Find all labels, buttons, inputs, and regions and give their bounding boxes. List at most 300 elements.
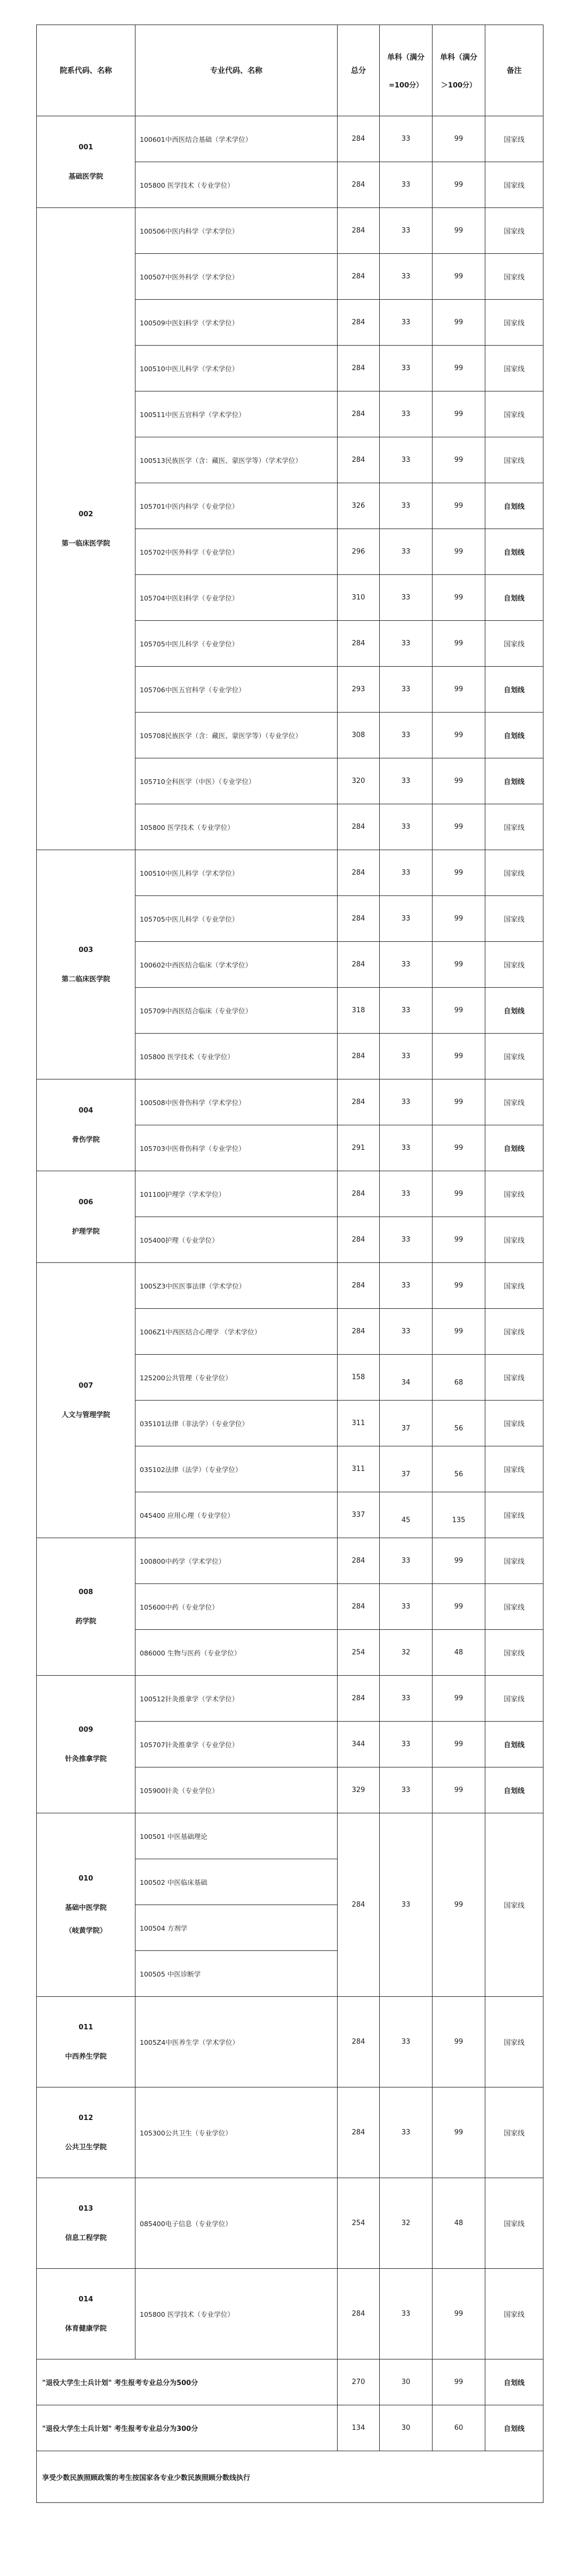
header-single-over-100-line2: ＞100分） (441, 81, 477, 90)
s1-cell (380, 1492, 433, 1538)
s2-value: 99 (454, 1740, 463, 1748)
s2-cell (433, 1630, 485, 1676)
major-cell: 105800 医学技术（专业学位） (135, 2269, 338, 2359)
major-cell: 105702中医外科学（专业学位） (135, 529, 338, 575)
s2-cell (433, 1538, 485, 1584)
s1-value: 33 (401, 961, 411, 969)
college-name: 中西养生学院 (65, 2052, 107, 2061)
s2-cell (433, 1676, 485, 1722)
s2-cell (433, 896, 485, 942)
major-cell: 105300公共卫生（专业学位） (135, 2087, 338, 2178)
major-cell: 045400 应用心理（专业学位） (135, 1492, 338, 1538)
major-cell: 105705中医儿科学（专业学位） (135, 621, 338, 667)
note-cell: 国家线 (485, 1676, 543, 1722)
s1-cell (380, 1263, 433, 1309)
college-cell (37, 850, 135, 1079)
total-cell: 284 (338, 621, 380, 667)
s2-value: 99 (454, 1190, 463, 1198)
s1-cell (380, 437, 433, 483)
s1-cell (380, 1446, 433, 1492)
s2-cell (433, 1355, 485, 1401)
table-row (37, 208, 543, 254)
s2-value: 99 (454, 1327, 463, 1335)
total-cell: 337 (338, 1492, 380, 1538)
s1-value: 33 (401, 777, 411, 785)
total-cell: 284 (338, 437, 380, 483)
s2-cell (433, 1309, 485, 1355)
s1-value: 33 (401, 1236, 411, 1244)
college-code: 003 (78, 946, 93, 954)
total-cell: 320 (338, 758, 380, 804)
major-cell: 105707针灸推拿学（专业学位） (135, 1722, 338, 1767)
note-cell: 国家线 (485, 1538, 543, 1584)
total-cell: 284 (338, 346, 380, 391)
s1-cell (380, 621, 433, 667)
major-cell: 100510中医儿科学（学术学位） (135, 346, 338, 391)
s2-cell (433, 300, 485, 346)
total-cell: 284 (338, 1263, 380, 1309)
table-row (37, 1538, 543, 1584)
major-cell: 105709中西医结合临床（专业学位） (135, 988, 338, 1034)
note-cell: 国家线 (485, 116, 543, 162)
s1-cell (380, 1034, 433, 1079)
s1-value: 33 (401, 639, 411, 647)
header-single-over-100 (433, 25, 485, 116)
note-cell: 国家线 (485, 1355, 543, 1401)
s2-value: 99 (454, 1236, 463, 1244)
score-table-container (36, 25, 540, 2503)
s1-cell (380, 942, 433, 988)
total-cell: 284 (338, 1584, 380, 1630)
table-header-row (37, 25, 543, 116)
s2-value: 99 (454, 1052, 463, 1060)
major-cell: 105800 医学技术（专业学位） (135, 162, 338, 208)
s2-cell (433, 1034, 485, 1079)
s1-value: 33 (401, 1006, 411, 1014)
college-code: 014 (78, 2295, 93, 2303)
s2-cell (433, 713, 485, 758)
s1-value: 37 (401, 1425, 411, 1433)
major-cell: 100511中医五官科学（学术学位） (135, 391, 338, 437)
s2-value: 99 (454, 1098, 463, 1106)
major-cell: 100513民族医学（含：藏医、蒙医学等）（学术学位） (135, 437, 338, 483)
note-cell: 国家线 (485, 1263, 543, 1309)
table-row (37, 2269, 543, 2359)
s1-cell (380, 1171, 433, 1217)
s1-value: 33 (401, 1740, 411, 1748)
s1-cell (380, 1079, 433, 1125)
major-cell: 100510中医儿科学（学术学位） (135, 850, 338, 896)
header-single-100 (380, 25, 433, 116)
s2-value: 99 (454, 1786, 463, 1794)
total-cell: 293 (338, 667, 380, 713)
note-cell: 国家线 (485, 621, 543, 667)
total-cell: 254 (338, 2178, 380, 2269)
s1-value: 33 (401, 2038, 411, 2046)
s1-value: 33 (401, 318, 411, 326)
total-cell: 284 (338, 116, 380, 162)
s2-value: 99 (454, 318, 463, 326)
table-row (37, 1171, 543, 1217)
major-cell: 100602中西医结合临床（学术学位） (135, 942, 338, 988)
college-name: 护理学院 (71, 1227, 100, 1236)
s2-cell (433, 1401, 485, 1446)
s2-cell (433, 162, 485, 208)
note-cell: 国家线 (485, 300, 543, 346)
total-cell: 344 (338, 1722, 380, 1767)
table-row (37, 1676, 543, 1722)
s1-value: 33 (401, 273, 411, 281)
note-cell: 自划线 (485, 1722, 543, 1767)
college-name: 针灸推拿学院 (65, 1755, 107, 1763)
s2-value: 99 (454, 869, 463, 877)
s2-value: 48 (454, 2219, 463, 2227)
s2-cell: 60 (433, 2405, 485, 2451)
note-cell: 自划线 (485, 483, 543, 529)
s1-cell (380, 162, 433, 208)
s1-value: 32 (401, 1649, 411, 1657)
major-cell: 125200公共管理（专业学位） (135, 1355, 338, 1401)
note-cell: 国家线 (485, 208, 543, 254)
s2-value: 99 (454, 2310, 463, 2318)
s2-cell (433, 116, 485, 162)
s1-value: 33 (401, 181, 411, 189)
college-code: 006 (78, 1198, 93, 1206)
s2-cell (433, 804, 485, 850)
s2-cell (433, 2269, 485, 2359)
college-name: 骨伤学院 (71, 1135, 100, 1144)
college-name: 信息工程学院 (65, 2234, 107, 2242)
major-cell: 100509中医妇科学（学术学位） (135, 300, 338, 346)
major-cell: 105708民族医学（含：藏医、蒙医学等）（专业学位） (135, 713, 338, 758)
total-cell: 134 (338, 2405, 380, 2451)
major-cell: 086000 生物与医药（专业学位） (135, 1630, 338, 1676)
college-code: 002 (78, 510, 93, 518)
note-cell: 国家线 (485, 254, 543, 300)
header-single-over-100-line1: 单科（满分 (440, 53, 477, 62)
major-cell: 1006Z1中西医结合心理学 （学术学位） (135, 1309, 338, 1355)
s2-cell (433, 1079, 485, 1125)
s1-value: 33 (401, 869, 411, 877)
s1-cell (380, 804, 433, 850)
major-cell: 105703中医骨伤科学（专业学位） (135, 1125, 338, 1171)
note-cell: 国家线 (485, 1630, 543, 1676)
college-cell (37, 2178, 135, 2269)
college-name: 人文与管理学院 (61, 1411, 110, 1419)
s1-cell: 30 (380, 2359, 433, 2405)
s1-cell (380, 116, 433, 162)
s1-value: 33 (401, 1694, 411, 1702)
s2-value: 99 (454, 548, 463, 556)
note-cell: 国家线 (485, 1997, 543, 2087)
college-cell (37, 1676, 135, 1813)
s2-cell (433, 1997, 485, 2087)
s2-value: 99 (454, 961, 463, 969)
total-cell: 284 (338, 300, 380, 346)
college-code: 011 (78, 2023, 93, 2031)
s2-value: 99 (454, 502, 463, 510)
s2-cell (433, 346, 485, 391)
header-note: 备注 (485, 25, 543, 116)
total-cell: 284 (338, 942, 380, 988)
total-cell: 284 (338, 254, 380, 300)
major-cell: 105600中药（专业学位） (135, 1584, 338, 1630)
s2-value: 99 (454, 273, 463, 281)
major-cell: 105800 医学技术（专业学位） (135, 804, 338, 850)
s2-value: 99 (454, 1603, 463, 1611)
note-cell: 国家线 (485, 850, 543, 896)
total-cell: 318 (338, 988, 380, 1034)
major-cell: 035102法律（法学）（专业学位） (135, 1446, 338, 1492)
total-cell: 284 (338, 2087, 380, 2178)
s1-value: 33 (401, 502, 411, 510)
header-college: 院系代码、名称 (37, 25, 135, 116)
header-single-100-line1: 单科（满分 (387, 53, 425, 62)
table-row (37, 116, 543, 162)
total-cell: 308 (338, 713, 380, 758)
college-cell (37, 1997, 135, 2087)
note-cell: 自划线 (485, 758, 543, 804)
major-cell: 105400护理（专业学位） (135, 1217, 338, 1263)
note-cell: 国家线 (485, 2178, 543, 2269)
total-cell: 284 (338, 1813, 380, 1997)
note-cell: 自划线 (485, 1125, 543, 1171)
s1-cell (380, 1217, 433, 1263)
s1-cell (380, 1767, 433, 1813)
college-cell (37, 2269, 135, 2359)
note-cell: 国家线 (485, 391, 543, 437)
s1-cell (380, 896, 433, 942)
note-cell: 国家线 (485, 1079, 543, 1125)
total-cell: 284 (338, 1676, 380, 1722)
college-code: 013 (78, 2204, 93, 2213)
s1-value: 33 (401, 1052, 411, 1060)
note-cell: 国家线 (485, 1171, 543, 1217)
note-cell: 国家线 (485, 1813, 543, 1997)
s2-value: 135 (452, 1516, 466, 1524)
note-cell: 自划线 (485, 667, 543, 713)
s2-value: 99 (454, 915, 463, 923)
major-cell: 100502 中医临床基础 (135, 1859, 338, 1905)
special-row (37, 2405, 543, 2451)
s2-value: 99 (454, 823, 463, 831)
s1-cell: 33 (380, 1813, 433, 1997)
college-name: 基础中医学院 (65, 1904, 107, 1912)
special-label: "退役大学生士兵计划" 考生报考专业总分为500分 (37, 2359, 338, 2405)
s1-value: 33 (401, 1327, 411, 1335)
s1-value: 33 (401, 685, 411, 693)
s1-cell (380, 758, 433, 804)
total-cell: 284 (338, 896, 380, 942)
total-cell: 311 (338, 1446, 380, 1492)
s2-value: 56 (454, 1425, 463, 1433)
s1-cell (380, 1997, 433, 2087)
college-code: 001 (78, 143, 93, 151)
major-cell: 105705中医儿科学（专业学位） (135, 896, 338, 942)
s1-value: 33 (401, 1786, 411, 1794)
s2-value: 99 (454, 135, 463, 143)
total-cell: 284 (338, 1034, 380, 1079)
total-cell: 284 (338, 1997, 380, 2087)
major-cell: 105704中医妇科学（专业学位） (135, 575, 338, 621)
s2-cell (433, 988, 485, 1034)
s1-value: 45 (401, 1516, 411, 1524)
s1-cell (380, 988, 433, 1034)
s2-cell: 99 (433, 1813, 485, 1997)
s2-value: 68 (454, 1379, 463, 1387)
s2-cell (433, 1492, 485, 1538)
s2-cell (433, 208, 485, 254)
s2-cell (433, 1722, 485, 1767)
s2-cell (433, 1446, 485, 1492)
note-cell: 自划线 (485, 575, 543, 621)
major-cell: 100507中医外科学（学术学位） (135, 254, 338, 300)
table-row (37, 2087, 543, 2178)
college-code: 012 (78, 2114, 93, 2122)
s2-cell (433, 1584, 485, 1630)
total-cell: 284 (338, 804, 380, 850)
total-cell: 329 (338, 1767, 380, 1813)
note-cell: 国家线 (485, 1217, 543, 1263)
s2-cell (433, 437, 485, 483)
s1-cell (380, 575, 433, 621)
s1-cell (380, 300, 433, 346)
note-cell: 国家线 (485, 1492, 543, 1538)
major-cell: 100505 中医诊断学 (135, 1951, 338, 1997)
note-cell: 国家线 (485, 437, 543, 483)
s2-value: 99 (454, 685, 463, 693)
s2-value: 99 (454, 731, 463, 739)
total-cell: 284 (338, 162, 380, 208)
s1-value: 33 (401, 915, 411, 923)
college-name: 体育健康学院 (65, 2324, 107, 2333)
s2-value: 99 (454, 2038, 463, 2046)
header-single-100-line2: =100分） (388, 81, 423, 90)
s1-value: 33 (401, 2129, 411, 2137)
s2-cell (433, 1767, 485, 1813)
college-code: 009 (78, 1725, 93, 1734)
college-code: 007 (78, 1381, 93, 1390)
note-cell: 自划线 (485, 1767, 543, 1813)
s2-cell (433, 391, 485, 437)
s2-value: 99 (454, 1282, 463, 1290)
s2-value: 48 (454, 1649, 463, 1657)
s1-cell (380, 2178, 433, 2269)
s1-value: 33 (401, 2310, 411, 2318)
s1-cell (380, 1309, 433, 1355)
s2-cell (433, 483, 485, 529)
college-name: 基础医学院 (68, 172, 103, 181)
total-cell: 284 (338, 2269, 380, 2359)
major-cell: 105900针灸（专业学位） (135, 1767, 338, 1813)
s2-cell (433, 2178, 485, 2269)
major-cell: 035101法律（非法学）（专业学位） (135, 1401, 338, 1446)
s1-cell (380, 1538, 433, 1584)
s1-value: 33 (401, 410, 411, 418)
s2-cell (433, 621, 485, 667)
s2-cell (433, 575, 485, 621)
college-cell (37, 1263, 135, 1538)
major-cell: 105706中医五官科学（专业学位） (135, 667, 338, 713)
major-cell: 100512针灸推拿学（学术学位） (135, 1676, 338, 1722)
note-cell: 自划线 (485, 529, 543, 575)
s2-cell (433, 1263, 485, 1309)
note-cell: 国家线 (485, 162, 543, 208)
s1-value: 33 (401, 1098, 411, 1106)
major-cell: 105710全科医学（中医）（专业学位） (135, 758, 338, 804)
total-cell: 284 (338, 208, 380, 254)
total-cell: 310 (338, 575, 380, 621)
college-cell (37, 1538, 135, 1676)
s1-cell (380, 1676, 433, 1722)
college-name-sub: （岐黄学院） (65, 1927, 107, 1935)
note-cell: 国家线 (485, 346, 543, 391)
s2-cell: 99 (433, 2359, 485, 2405)
college-code: 004 (78, 1106, 93, 1115)
s2-value: 99 (454, 181, 463, 189)
college-name: 第一临床医学院 (61, 539, 110, 548)
s2-value: 99 (454, 639, 463, 647)
college-name: 第二临床医学院 (61, 975, 110, 983)
s1-cell (380, 713, 433, 758)
note-cell: 国家线 (485, 804, 543, 850)
note-cell: 国家线 (485, 1309, 543, 1355)
s1-value: 33 (401, 1557, 411, 1565)
college-cell (37, 1813, 135, 1997)
note-cell: 国家线 (485, 2269, 543, 2359)
total-cell: 284 (338, 1171, 380, 1217)
note-cell: 国家线 (485, 1584, 543, 1630)
major-cell: 100508中医骨伤科学（学术学位） (135, 1079, 338, 1125)
total-cell: 254 (338, 1630, 380, 1676)
header-major: 专业代码、名称 (135, 25, 338, 116)
s2-value: 99 (454, 1694, 463, 1702)
special-label: "退役大学生士兵计划" 考生报考专业总分为300分 (37, 2405, 338, 2451)
note-cell: 国家线 (485, 2087, 543, 2178)
s1-value: 33 (401, 1190, 411, 1198)
table-row (37, 1079, 543, 1125)
s1-cell (380, 1630, 433, 1676)
s1-cell (380, 391, 433, 437)
s1-cell (380, 2087, 433, 2178)
s1-cell (380, 1125, 433, 1171)
major-cell: 085400电子信息（专业学位） (135, 2178, 338, 2269)
s1-cell (380, 667, 433, 713)
major-cell: 101100护理学（学术学位） (135, 1171, 338, 1217)
s1-cell (380, 254, 433, 300)
s2-cell (433, 850, 485, 896)
s1-cell (380, 208, 433, 254)
college-cell (37, 208, 135, 850)
s2-value: 99 (454, 777, 463, 785)
s1-value: 37 (401, 1470, 411, 1478)
s2-cell (433, 667, 485, 713)
s1-value: 33 (401, 227, 411, 235)
s1-cell (380, 1722, 433, 1767)
total-cell: 311 (338, 1401, 380, 1446)
s1-value: 33 (401, 1603, 411, 1611)
total-cell: 284 (338, 391, 380, 437)
major-cell: 100504 方剂学 (135, 1905, 338, 1951)
major-cell: 105800 医学技术（专业学位） (135, 1034, 338, 1079)
s1-value: 33 (401, 135, 411, 143)
s2-cell (433, 529, 485, 575)
s1-cell: 30 (380, 2405, 433, 2451)
total-cell: 284 (338, 1309, 380, 1355)
note-cell: 自划线 (485, 2359, 543, 2405)
s1-value: 34 (401, 1379, 411, 1387)
note-cell: 国家线 (485, 1446, 543, 1492)
